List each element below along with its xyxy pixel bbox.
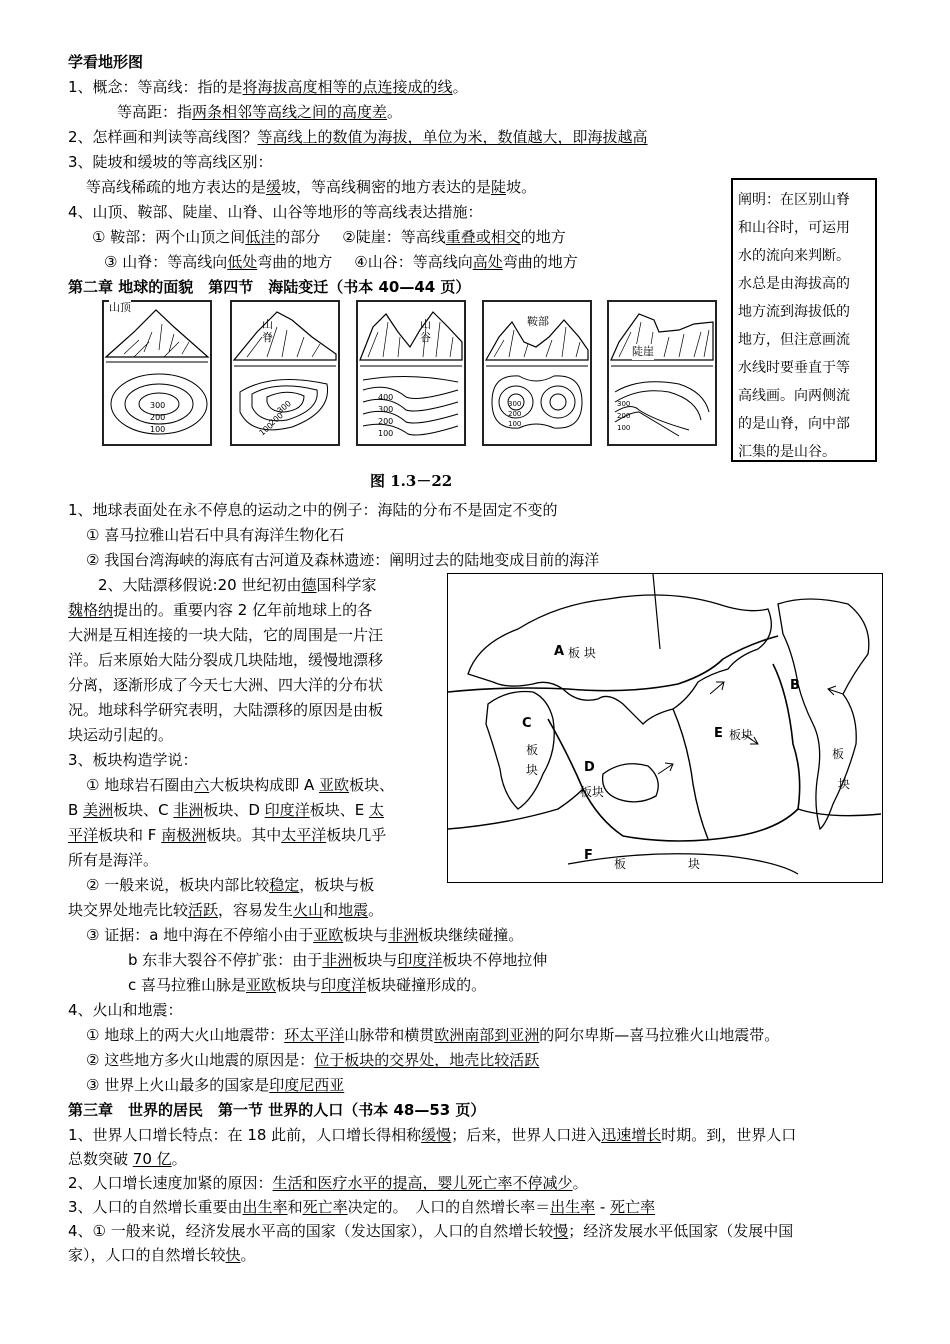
evidence-himalaya-collision: c 喜马拉雅山脉是亚欧板块与印度洋板块碰撞形成的。	[128, 976, 487, 994]
valley-illustration	[358, 302, 464, 444]
eurasia-outline	[468, 595, 771, 724]
contour-value: 300	[617, 400, 631, 408]
evidence-himalaya: ① 喜马拉雅山岩石中具有海洋生物化石	[86, 526, 345, 544]
note-line: 水的流向来判断。	[738, 248, 850, 264]
terrain-panel-cliff	[607, 300, 717, 446]
note-line: 和山谷时，可运用	[738, 220, 850, 236]
evidence-east-africa-rift: b 东非大裂谷不停扩张：由于非洲板块与印度洋板块不停地拉伸	[128, 951, 548, 969]
note-line: 水线时要垂直于等	[738, 360, 850, 376]
note-line: 水总是由海拔高的	[738, 276, 850, 292]
plate-line-1: ① 地球岩石圈由六大板块构成即 A 亚欧板块、	[86, 776, 395, 794]
antarctica-outline	[568, 854, 798, 874]
note-line: 的是山脊，向中部	[738, 416, 850, 432]
concept-contour-interval: 等高距：指两条相邻等高线之间的高度差。	[117, 103, 403, 121]
evidence-taiwan-strait: ② 我国台湾海峡的海底有古河道及森林遗迹：阐明过去的陆地变成目前的海洋	[86, 551, 600, 569]
plates-map-drawing	[448, 574, 881, 881]
contour-value: 200	[267, 410, 285, 428]
contour-value: 100	[257, 420, 275, 438]
plate-label-b2: 块	[838, 777, 851, 791]
peak-illustration	[104, 302, 210, 444]
drift-line-2: 魏格纳提出的。重要内容 2 亿年前地球上的各	[68, 601, 373, 619]
saddle-cliff-line: ① 鞍部：两个山顶之间低洼的部分 ②陡崖：等高线重叠或相交的地方	[92, 228, 566, 246]
slope-difference-heading: 3、陡坡和缓坡的等高线区别：	[68, 153, 273, 171]
plate-label-e: 板块	[729, 728, 754, 742]
plate-boundary	[653, 574, 660, 649]
motion-arrow	[710, 682, 724, 694]
plate-boundary	[673, 709, 708, 839]
contour-value: 100	[508, 420, 522, 428]
plate-line-5: ② 一般来说，板块内部比较稳定，板块与板	[86, 876, 375, 894]
note-line: 汇集的是山谷。	[738, 444, 836, 460]
volcano-cause: ② 这些地方多火山地震的原因是：位于板块的交界处，地壳比较活跃	[86, 1051, 540, 1069]
volcano-belts: ① 地球上的两大火山地震带：环太平洋山脉带和横贯欧洲南部到亚洲的阿尔卑斯—喜马拉雅火山地震带。	[86, 1026, 780, 1044]
plate-line-3: 平洋板块和 F 南极洲板块。其中太平洋板块几乎	[68, 826, 387, 844]
earth-motion-heading: 1、地球表面处在永不停息的运动之中的例子：海陆的分布不是固定不变的	[68, 501, 558, 519]
label-peak: 山顶	[109, 301, 131, 314]
how-to-read-contours: 2、怎样画和判读等高线图？等高线上的数值为海拔，单位为米，数值越大，即海拔越高	[68, 128, 648, 146]
population-growth-line-2: 总数突破 70 亿。	[68, 1150, 187, 1168]
plate-label-c1: 板	[526, 743, 539, 757]
plate-letter-f: F	[584, 848, 593, 863]
contour-value: 300	[378, 405, 394, 414]
ridge-illustration	[232, 302, 338, 444]
contour-value: 300	[508, 400, 522, 408]
terrain-panel-valley	[356, 300, 466, 446]
plate-letter-c: C	[522, 716, 532, 731]
chapter2-heading: 第二章 地球的面貌 第四节 海陆变迁（书本 40—44 页）	[68, 278, 471, 296]
label-saddle: 鞍部	[527, 315, 549, 328]
drift-line-6: 况。地球科学研究表明，大陆漂移的原因是由板	[68, 701, 384, 719]
slope-difference-text: 等高线稀疏的地方表达的是缓坡，等高线稠密的地方表达的是陡坡。	[86, 178, 537, 196]
drift-line-1: 2、大陆漂移假说:20 世纪初由德国科学家	[98, 576, 377, 594]
contour-value: 200	[150, 413, 166, 422]
motion-arrow	[658, 763, 673, 774]
contour-value: 100	[617, 424, 631, 432]
drift-line-5: 分离，逐渐形成了今天七大洲、四大洋的分布状	[68, 676, 384, 694]
label-ridge: 山脊	[262, 318, 273, 344]
motion-arrow	[828, 686, 843, 695]
plate-boundary	[448, 789, 583, 829]
plate-label-d: 板块	[580, 785, 605, 799]
figure-caption: 图 1.3－22	[370, 472, 453, 490]
world-plates-map	[447, 573, 883, 883]
terrain-panel-peak	[102, 300, 212, 446]
ridge-valley-note-box	[731, 178, 877, 462]
africa-outline	[486, 692, 554, 810]
ridge-valley-line: ③ 山脊：等高线向低处弯曲的地方 ④山谷：等高线向高处弯曲的地方	[104, 253, 578, 271]
label-valley: 山谷	[420, 318, 431, 344]
plate-label-a: 板 块	[568, 646, 596, 660]
contour-value: 200	[617, 412, 631, 420]
plate-line-4: 所有是海洋。	[68, 851, 159, 869]
concept-contour-line: 1、概念：等高线：指的是将海拔高度相等的点连接成的线。	[68, 78, 468, 96]
landform-heading: 4、山顶、鞍部、陡崖、山脊、山谷等地形的等高线表达措施：	[68, 203, 483, 221]
plate-label-f2: 块	[688, 857, 701, 871]
contour-value: 300	[150, 401, 166, 410]
population-growth-reason: 2、人口增长速度加紧的原因：生活和医疗水平的提高，婴儿死亡率不停减少。	[68, 1174, 588, 1192]
contour-value: 400	[378, 393, 394, 402]
plate-label-f1: 板	[614, 857, 627, 871]
plate-letter-d: D	[584, 760, 595, 775]
plate-letter-a: A	[554, 644, 565, 659]
chapter3-heading: 第三章 世界的居民 第一节 世界的人口（书本 48—53 页）	[68, 1101, 486, 1119]
natural-growth-rate: 3、人口的自然增长重要由出生率和死亡率决定的。 人口的自然增长率＝出生率 - 死亡率	[68, 1198, 656, 1216]
plate-line-2: B 美洲板块、C 非洲板块、D 印度洋板块、E 太	[68, 801, 384, 819]
section-title-topographic-map: 学看地形图	[68, 53, 144, 71]
contour-value: 100	[150, 425, 166, 434]
contour-value: 300	[275, 398, 293, 416]
plate-boundary	[798, 809, 881, 816]
americas-outline	[778, 599, 869, 829]
drift-line-7: 块运动引起的。	[68, 726, 174, 744]
plate-tectonics-heading: 3、板块构造学说：	[68, 751, 198, 769]
drift-line-4: 洋。后来原始大陆分裂成几块陆地，缓慢地漂移	[68, 651, 384, 669]
contour-value: 200	[508, 410, 522, 418]
plate-line-6: 块交界处地壳比较活跃，容易发生火山和地震。	[68, 901, 384, 919]
contour-value: 100	[378, 429, 394, 438]
cliff-illustration	[609, 302, 715, 444]
volcano-earthquake-heading: 4、火山和地震：	[68, 1001, 183, 1019]
contour-value: 200	[378, 417, 394, 426]
label-cliff: 陡崖	[632, 345, 654, 358]
plate-label-b1: 板	[832, 747, 845, 761]
australia-outline	[603, 764, 659, 802]
note-line: 地方，但注意画流	[738, 332, 850, 348]
plate-letter-b: B	[790, 678, 800, 693]
note-line: 阐明：在区别山脊	[738, 192, 850, 208]
population-growth-line-1: 1、世界人口增长特点：在 18 此前，人口增长得相称缓慢；后来，世界人口进入迅速增长时期。到，世界人口	[68, 1126, 797, 1144]
development-growth-line-1: 4、① 一般来说，经济发展水平高的国家（发达国家），人口的自然增长较慢；经济发展水平低国家（发展中国	[68, 1222, 794, 1240]
plate-label-c2: 块	[526, 763, 539, 777]
terrain-panel-ridge	[230, 300, 340, 446]
plate-letter-e: E	[714, 726, 723, 741]
note-line: 高线画。向两侧流	[738, 388, 850, 404]
volcano-most-country: ③ 世界上火山最多的国家是印度尼西亚	[86, 1076, 345, 1094]
note-line: 地方流到海拔低的	[738, 304, 850, 320]
evidence-mediterranean: ③ 证据：a 地中海在不停缩小由于亚欧板块与非洲板块继续碰撞。	[86, 926, 524, 944]
development-growth-line-2: 家），人口的自然增长较快。	[68, 1246, 256, 1264]
drift-line-3: 大洲是互相连接的一块大陆，它的周围是一片汪	[68, 626, 384, 644]
